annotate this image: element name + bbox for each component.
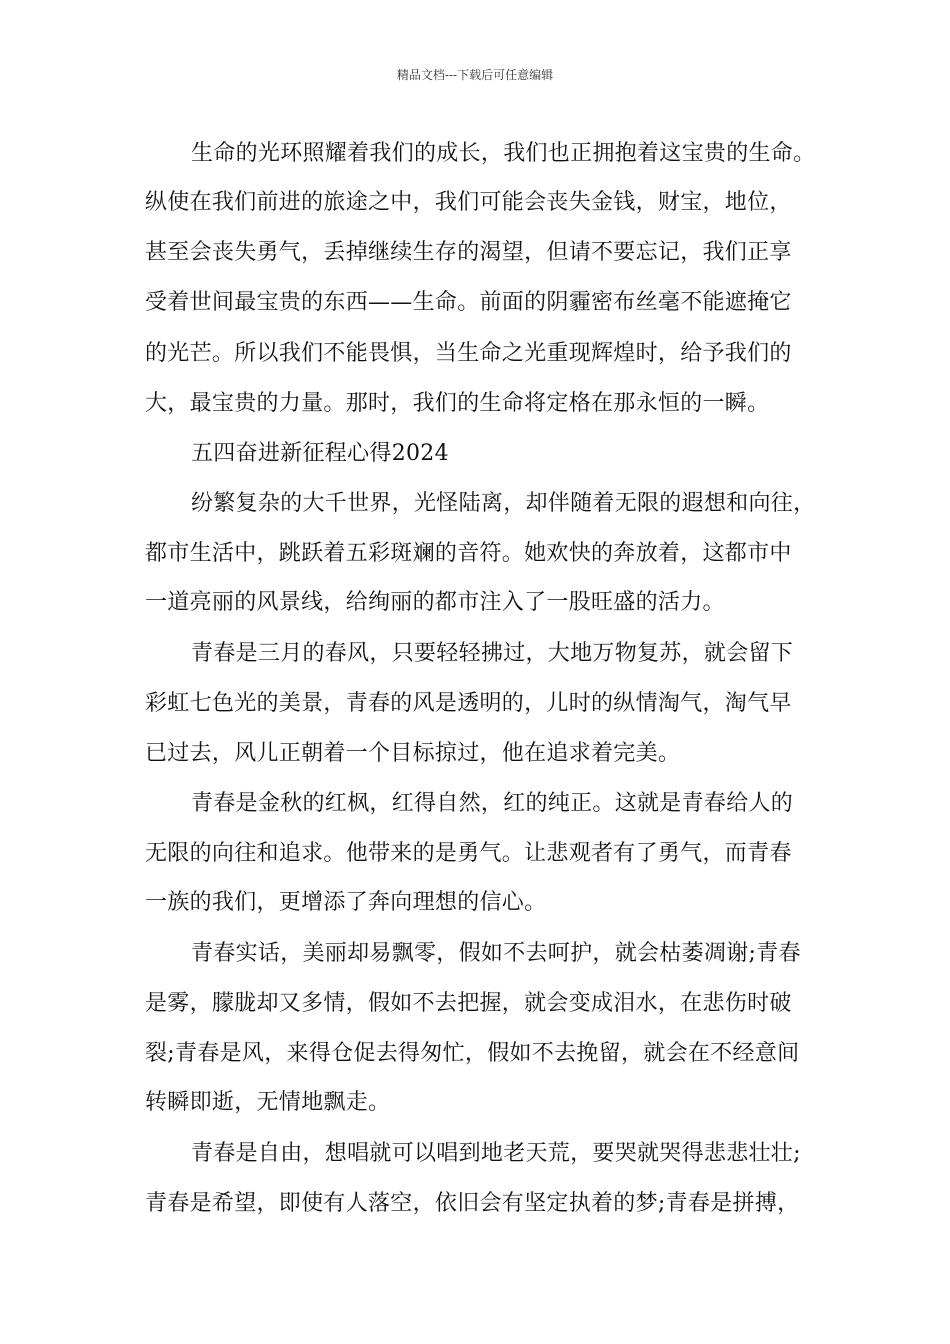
text-line: 都市生活中，跳跃着五彩斑斓的音符。她欢快的奔放着，这都市中 (145, 541, 792, 566)
section-heading: 五四奋进新征程心得2024 (191, 441, 449, 466)
text-line: 的光芒。所以我们不能畏惧，当生命之光重现辉煌时，给予我们的 (145, 341, 792, 366)
text-line: 一道亮丽的风景线，给绚丽的都市注入了一股旺盛的活力。 (145, 590, 725, 615)
text-line: 纷繁复杂的大千世界，光怪陆离，却伴随着无限的遐想和向往， (191, 491, 816, 516)
text-line: 已过去，风儿正朝着一个目标掠过，他在追求着完美。 (145, 741, 681, 766)
text-line: 生命的光环照耀着我们的成长，我们也正拥抱着这宝贵的生命。 (191, 141, 816, 166)
text-line: 是雾，朦胧却又多情，假如不去把握，就会变成泪水，在悲伤时破 (145, 991, 792, 1016)
text-line: 青春实话，美丽却易飘零，假如不去呵护，就会枯萎凋谢;青春 (191, 941, 801, 966)
text-line: 受着世间最宝贵的东西——生命。前面的阴霾密布丝毫不能遮掩它 (145, 290, 792, 315)
text-line: 大，最宝贵的力量。那时，我们的生命将定格在那永恒的一瞬。 (145, 391, 770, 416)
text-line: 一族的我们，更增添了奔向理想的信心。 (145, 890, 547, 915)
text-line: 甚至会丧失勇气，丢掉继续生存的渴望，但请不要忘记，我们正享 (145, 240, 792, 265)
document-header: 精品文档---下载后可任意编辑 (396, 68, 554, 82)
text-line: 转瞬即逝，无情地飘走。 (145, 1090, 391, 1115)
text-line: 青春是三月的春风，只要轻轻拂过，大地万物复苏，就会留下 (191, 641, 794, 666)
text-line: 裂;青春是风，来得仓促去得匆忙，假如不去挽留，就会在不经意间 (145, 1041, 800, 1066)
text-line: 无限的向往和追求。他带来的是勇气。让悲观者有了勇气，而青春 (145, 841, 792, 866)
text-line: 纵使在我们前进的旅途之中，我们可能会丧失金钱，财宝，地位， (145, 190, 792, 215)
text-line: 青春是希望，即使有人落空，依旧会有坚定执着的梦;青春是拼搏， (145, 1191, 800, 1216)
text-line: 青春是金秋的红枫，红得自然，红的纯正。这就是青春给人的 (191, 791, 794, 816)
text-line: 青春是自由，想唱就可以唱到地老天荒，要哭就哭得悲悲壮壮; (191, 1141, 801, 1166)
text-line: 彩虹七色光的美景，青春的风是透明的，儿时的纵情淘气，淘气早 (145, 691, 792, 716)
